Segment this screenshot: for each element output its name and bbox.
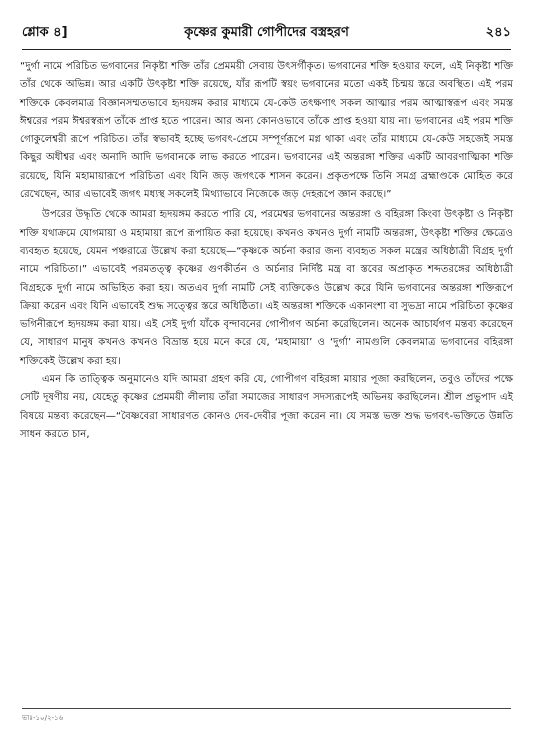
page-body xyxy=(20,58,513,444)
header-divider xyxy=(22,49,511,50)
footer-divider xyxy=(22,708,511,709)
page-number: ২৪১ xyxy=(485,25,511,40)
chapter-title: কৃষ্ণের কুমারী গোপীদের বস্ত্রহরণ xyxy=(184,25,349,40)
quote-paragraph: “দুর্গা নামে পরিচিত ভগবানের নিকৃষ্টা শক্তি তাঁর প্রেমময়ী সেবায় উৎসর্গীকৃত। ভগবানের শক্তি হওয়ার ফলে, এই নিকৃষ্টা শক্তি তাঁর থেকে অভিন্ন। আর একটি উৎকৃষ্টা শক্তি রয়েছে, যাঁর রূপটি স্বয়ং ভগবানের মতো একই চিন্ময় স্তরে অবস্থিত। এই পরম শক্তিকে কেবলমাত্র বিজ্ঞানসম্মতভাবে হৃদয়ঙ্গম করার মাধ্যমে যে-কেউ তৎক্ষণাৎ সকল আত্মার পরম আত্মাস্বরূপ এবং সমস্ত ঈশ্বরের পরম ঈশ্বরস্বরূপ তাঁকে প্রাপ্ত হতে পারেন। আর অন্য কোনওভাবে তাঁকে প্রাপ্ত হওয়া যায় না। ভগবানের এই পরম শক্তি গোকুলেশ্বরী রূপে পরিচিত। তাঁর স্বভাবই হচ্ছে ভগবৎ-প্রেমে সম্পূর্ণরূপে মগ্ন থাকা এবং তাঁর মাধ্যমে যে-কেউ সহজেই সমস্ত কিছুর অধীশ্বর এবং অনাদি আদি ভগবানকে লাভ করতে পারেন। ভগবানের এই অন্তরঙ্গা শক্তির একটি আবরণাত্মিকা শক্তি রয়েছে, যিনি মহামায়ারূপে পরিচিতা এবং যিনি জড় জগৎকে শাসন করেন। প্রকৃতপক্ষে তিনি সমগ্র ব্রহ্মাণ্ডকে মোহিত করে রেখেছেন, আর এভাবেই জগৎ মধ্যস্থ সকলেই মিথ্যাভাবে নিজেকে জড় দেহরূপে জ্ঞান করছে।” xyxy=(20,61,513,201)
page-header xyxy=(22,20,511,46)
commentary-paragraph: উপরের উদ্ধৃতি থেকে আমরা হৃদয়ঙ্গম করতে পারি যে, পরমেশ্বর ভগবানের অন্তরঙ্গা ও বহিরঙ্গা কিংবা উৎকৃষ্টা ও নিকৃষ্টা শক্তি যথাক্রমে যোগমায়া ও মহামায়া রূপে রূপায়িত করা হয়েছে। কখনও কখনও দুর্গা নামটি অন্তরঙ্গা, উৎকৃষ্টা শক্তির ক্ষেত্রেও ব্যবহৃত হয়েছে, যেমন পঞ্চরাত্রে উল্লেখ করা হয়েছে—“কৃষ্ণকে অর্চনা করার জন্য ব্যবহৃত সকল মন্ত্রের অধিষ্ঠাত্রী বিগ্রহ দুর্গা নামে পরিচিতা।” এভাবেই পরমতত্ত্ব কৃষ্ণের গুণকীর্তন ও অর্চনার নির্দিষ্ট মন্ত্র বা স্তবের অপ্রাকৃত শব্দতরঙ্গের অধিষ্ঠাত্রী বিগ্রহকে দুর্গা নামে অভিহিত করা হয়। অতএব দুর্গা নামটি সেই ব্যক্তিকেও উল্লেখ করে যিনি ভগবানের অন্তরঙ্গা শক্তিরূপে ক্রিয়া করেন এবং যিনি এভাবেই শুদ্ধ সত্ত্বের স্তরে অধিষ্ঠিতা। এই অন্তরঙ্গা শক্তিকে একানংশা বা সুভদ্রা নামে পরিচিতা কৃষ্ণের ভগিনীরূপে হৃদয়ঙ্গম করা যায়। এই সেই দুর্গা যাঁকে বৃন্দাবনের গোপীগণ অর্চনা করেছিলেন। অনেক আচার্যগণ মন্তব্য করেছেন যে, সাধারণ মানুষ কখনও কখনও বিভ্রান্ত হয়ে মনে করে যে, ‘মহামায়া’ ও ‘দুর্গা’ নামগুলি কেবলমাত্র ভগবানের বহিরঙ্গা শক্তিকেই উল্লেখ করা হয়। xyxy=(20,209,513,367)
footer-signature: ভাঃ-১০/২-১৬ xyxy=(22,714,64,722)
commentary-paragraph-2: এমন কি তাত্ত্বিক অনুমানেও যদি আমরা গ্রহণ করি যে, গোপীগণ বহিরঙ্গা মায়ার পূজা করছিলেন, তবুও তাঁদের পক্ষে সেটি দূষণীয় নয়, যেহেতু কৃষ্ণের প্রেমময়ী লীলায় তাঁরা সমাজের সাধারণ সদস্যরূপেই অভিনয় করছিলেন। শ্রীল প্রভুপাদ এই বিষয়ে মন্তব্য করেছেন—“বৈষ্ণবেরা সাধারণত কোনও দেব-দেবীর পূজা করেন না। যে সমস্ত ভক্ত শুদ্ধ ভগবৎ-ভক্তিতে উন্নতি সাধন করতে চান, xyxy=(20,374,513,440)
verse-label: শ্লোক ৪] xyxy=(22,25,68,40)
